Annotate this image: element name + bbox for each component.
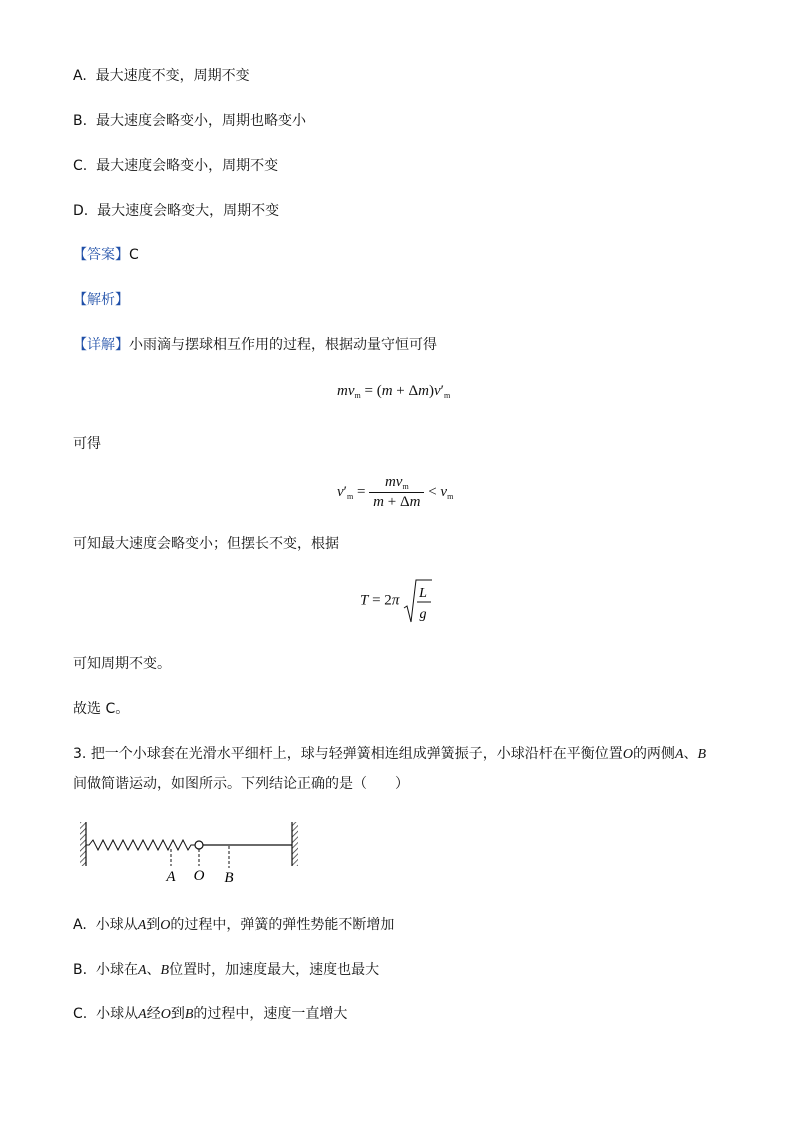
equation-momentum: $mv_m = (m + \Delta m)v'_m$ (337, 383, 451, 400)
equation-speed: $v'_m$ = $\frac{mv_m}{m + \Delta m}$ < $v_m$ (337, 474, 454, 510)
detail-line (73, 336, 437, 354)
analysis-label: 【解析】 (73, 292, 129, 308)
question3-line1: 3. 把一个小球套在光滑水平细杆上，球与轻弹簧相连组成弹簧振子，小球沿杆在平衡位置O的两侧A、B (73, 746, 707, 762)
spring-oscillator-figure (73, 818, 313, 888)
option-prev-d: D. 最大速度会略变大，周期不变 (73, 203, 280, 219)
svg-text:L: L (419, 586, 427, 601)
speed-fraction: $\frac{mv_m}{m + \Delta m}$ (369, 474, 424, 511)
equation-period: T = 2π L g (360, 578, 433, 624)
answer-value: C (129, 247, 139, 263)
ball (195, 841, 203, 849)
analysis-label-line (73, 291, 129, 309)
text-kede: 可得 (73, 436, 101, 452)
question3-line2: 间做简谐运动，如图所示。下列结论正确的是（ ） (73, 776, 409, 792)
label-b: B (224, 870, 234, 886)
svg-text:g: g (419, 607, 427, 622)
right-wall (292, 822, 298, 866)
q3-option-c: C. 小球从A经O到B的过程中，速度一直增大 (73, 1006, 348, 1022)
answer-line (73, 246, 139, 264)
detail-label: 【详解】 (73, 337, 129, 353)
spring (86, 840, 195, 850)
option-prev-c: C. 最大速度会略变小，周期不变 (73, 158, 279, 174)
q3-option-b: B. 小球在A、B位置时，加速度最大，速度也最大 (73, 962, 380, 978)
answer-label: 【答案】 (73, 247, 129, 263)
option-prev-a: A. 最大速度不变，周期不变 (73, 68, 250, 84)
label-a: A (166, 869, 176, 885)
label-o: O (193, 868, 205, 884)
text-choose: 故选 C。 (73, 701, 130, 717)
sqrt-fraction (403, 578, 433, 624)
text-period-conclusion: 可知周期不变。 (73, 656, 171, 672)
option-prev-b: B. 最大速度会略变小，周期也略变小 (73, 113, 306, 129)
text-speed-conclusion: 可知最大速度会略变小；但摆长不变，根据 (73, 536, 339, 552)
left-wall (80, 822, 86, 866)
detail-text: 小雨滴与摆球相互作用的过程，根据动量守恒可得 (129, 337, 437, 353)
q3-option-a: A. 小球从A到O的过程中，弹簧的弹性势能不断增加 (73, 917, 395, 933)
